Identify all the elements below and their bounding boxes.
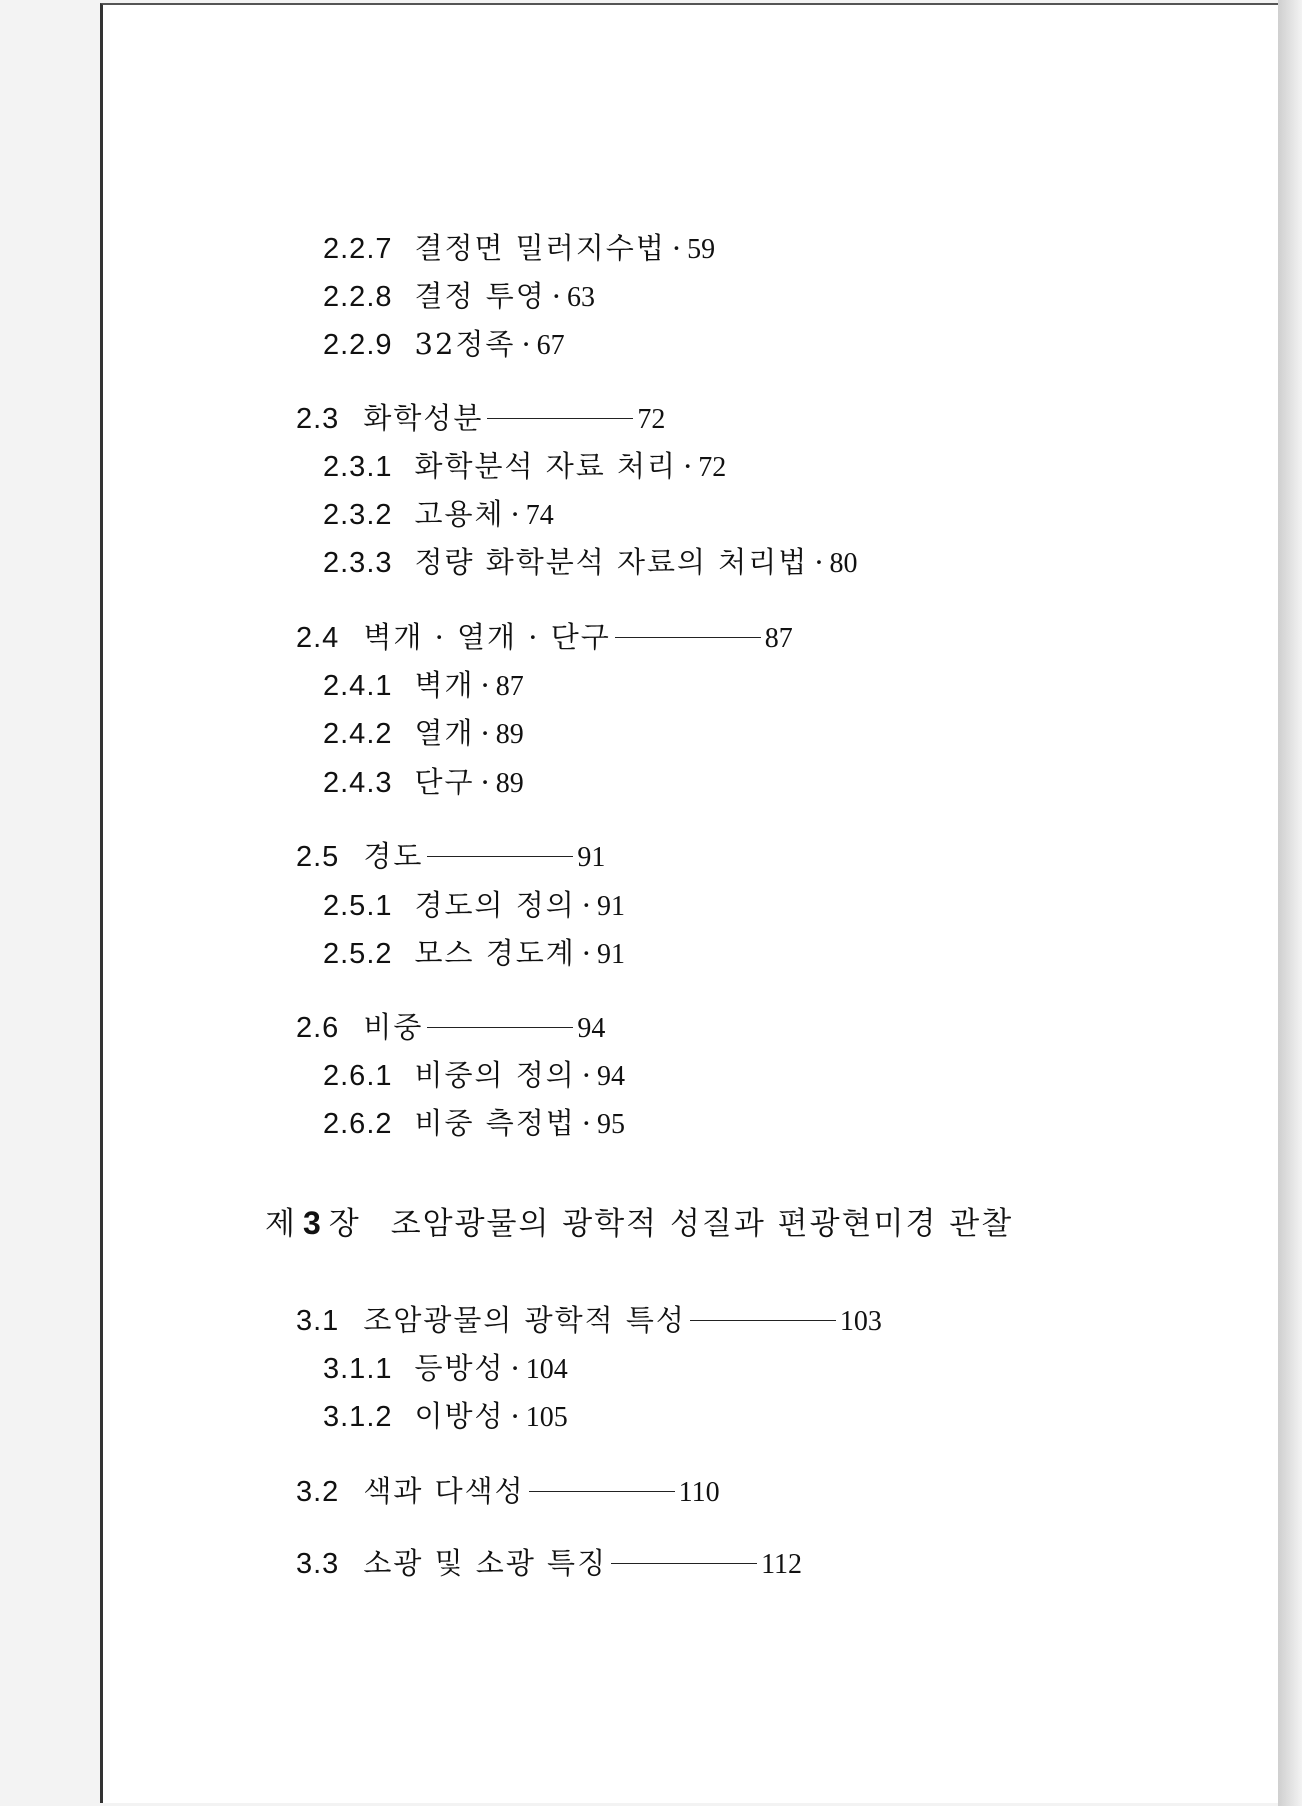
toc-entry-2-4-1[interactable]: [323, 667, 524, 705]
section-title: 화학성분: [363, 401, 484, 435]
entry-page: 94: [597, 1061, 626, 1092]
entry-page: 74: [525, 500, 554, 531]
section-page: 91: [577, 842, 606, 873]
toc-section-3-3[interactable]: [296, 1545, 802, 1583]
toc-entry-2-2-7[interactable]: [323, 230, 715, 268]
entry-page: 72: [698, 452, 727, 483]
toc-entry-2-3-1[interactable]: [323, 448, 726, 486]
entry-number: 2.6.1: [323, 1060, 393, 1092]
separator-dot: ·: [581, 936, 592, 970]
toc-section-2-5[interactable]: [296, 838, 605, 876]
chapter-suffix: 장: [328, 1206, 361, 1242]
chapter-3-heading[interactable]: [265, 1203, 1013, 1244]
entry-page: 89: [495, 719, 524, 750]
entry-number: 2.3.2: [323, 499, 393, 531]
separator-dot: ·: [480, 668, 490, 702]
entry-number: 2.5.1: [323, 890, 393, 922]
separator-dot: ·: [510, 1351, 520, 1385]
toc-section-2-6[interactable]: [296, 1009, 605, 1047]
section-title: 색과 다색성: [363, 1474, 525, 1508]
separator-dot: ·: [480, 765, 490, 799]
entry-page: 87: [495, 671, 524, 702]
toc-section-2-3[interactable]: [296, 400, 665, 438]
leader-line: [487, 418, 633, 419]
entry-title: 단구: [414, 765, 475, 799]
entry-title: 모스 경도계: [414, 936, 576, 970]
toc-entry-2-3-2[interactable]: [323, 496, 554, 534]
entry-page: 67: [536, 330, 565, 361]
toc-entry-3-1-2[interactable]: [323, 1398, 568, 1436]
toc-entry-2-5-2[interactable]: [323, 935, 625, 973]
entry-page: 91: [597, 891, 626, 922]
entry-title: 경도의 정의: [414, 888, 576, 922]
toc-entry-2-3-3[interactable]: [323, 544, 858, 582]
toc-entry-2-2-8[interactable]: [323, 278, 595, 316]
section-number: 2.6: [296, 1012, 340, 1044]
toc-section-3-2[interactable]: [296, 1473, 720, 1511]
section-title: 경도: [363, 839, 424, 873]
separator-dot: ·: [480, 716, 490, 750]
separator-dot: ·: [510, 1399, 520, 1433]
entry-number: 2.6.2: [323, 1108, 393, 1140]
leader-line: [611, 1563, 757, 1564]
entry-page: 63: [567, 282, 595, 313]
entry-number: 2.2.7: [323, 233, 393, 265]
entry-page: 104: [525, 1354, 568, 1385]
leader-line: [690, 1320, 836, 1321]
entry-title: 비중의 정의: [414, 1058, 576, 1092]
section-title: 벽개 · 열개 · 단구: [363, 620, 611, 654]
entry-title: 고용체: [414, 497, 505, 531]
entry-title: 화학분석 자료 처리: [414, 449, 678, 483]
toc-entry-2-6-2[interactable]: [323, 1105, 625, 1143]
entry-page: 59: [687, 234, 716, 265]
chapter-number: 3: [302, 1205, 323, 1241]
entry-number: 3.1.1: [323, 1353, 393, 1385]
toc-entry-2-2-9[interactable]: [323, 326, 565, 364]
separator-dot: ·: [581, 888, 592, 922]
toc-entry-2-5-1[interactable]: [323, 887, 625, 925]
section-page: 112: [761, 1549, 803, 1580]
entry-page: 105: [525, 1402, 568, 1433]
section-page: 110: [678, 1477, 720, 1508]
section-number: 3.1: [296, 1305, 340, 1337]
leader-line: [427, 1027, 573, 1028]
entry-number: 2.4.1: [323, 670, 393, 702]
toc-entry-3-1-1[interactable]: [323, 1350, 568, 1388]
entry-page: 95: [597, 1109, 626, 1140]
separator-dot: ·: [581, 1058, 592, 1092]
entry-title: 벽개: [414, 668, 475, 702]
toc-entry-2-6-1[interactable]: [323, 1057, 625, 1095]
separator-dot: ·: [510, 497, 520, 531]
section-title: 비중: [363, 1010, 424, 1044]
section-page: 94: [577, 1013, 606, 1044]
entry-number: 2.2.9: [323, 329, 393, 361]
section-number: 3.3: [296, 1548, 340, 1580]
separator-dot: ·: [683, 449, 693, 483]
entry-number: 2.4.3: [323, 767, 393, 799]
section-number: 3.2: [296, 1476, 340, 1508]
toc-entry-2-4-2[interactable]: [323, 715, 524, 753]
section-number: 2.5: [296, 841, 340, 873]
entry-title: 비중 측정법: [414, 1106, 576, 1140]
entry-number: 2.5.2: [323, 938, 393, 970]
entry-number: 2.3.3: [323, 547, 393, 579]
section-title: 조암광물의 광학적 특성: [363, 1303, 686, 1337]
toc-section-3-1[interactable]: [296, 1302, 882, 1340]
leader-line: [427, 856, 573, 857]
section-page: 103: [839, 1306, 882, 1337]
toc-section-2-4[interactable]: [296, 619, 793, 657]
entry-title: 이방성: [414, 1399, 505, 1433]
entry-title: 결정 투영: [414, 279, 546, 313]
separator-dot: ·: [671, 231, 682, 265]
entry-title: 32정족: [414, 327, 516, 361]
section-number: 2.3: [296, 403, 340, 435]
entry-number: 2.2.8: [323, 281, 393, 313]
entry-number: 2.4.2: [323, 718, 393, 750]
entry-number: 3.1.2: [323, 1401, 393, 1433]
entry-title: 등방성: [414, 1351, 505, 1385]
leader-line: [615, 637, 761, 638]
entry-title: 열개: [414, 716, 475, 750]
leader-line: [529, 1491, 675, 1492]
chapter-prefix: 제: [265, 1206, 297, 1242]
section-number: 2.4: [296, 622, 340, 654]
toc-entry-2-4-3[interactable]: [323, 764, 524, 802]
entry-title: 결정면 밀러지수법: [414, 231, 666, 265]
chapter-title: 조암광물의 광학적 성질과 편광현미경 관찰: [390, 1206, 1014, 1242]
entry-page: 80: [829, 548, 858, 579]
entry-page: 89: [495, 768, 524, 799]
entry-number: 2.3.1: [323, 451, 393, 483]
section-page: 87: [764, 623, 793, 654]
page-edge-shadow: [1278, 0, 1302, 1806]
section-title: 소광 및 소광 특징: [363, 1546, 608, 1580]
entry-title: 정량 화학분석 자료의 처리법: [414, 545, 809, 579]
separator-dot: ·: [814, 545, 824, 579]
separator-dot: ·: [581, 1106, 592, 1140]
book-page: [100, 3, 1278, 1803]
separator-dot: ·: [521, 327, 531, 361]
entry-page: 91: [597, 939, 626, 970]
section-page: 72: [637, 404, 666, 435]
separator-dot: ·: [551, 279, 561, 313]
